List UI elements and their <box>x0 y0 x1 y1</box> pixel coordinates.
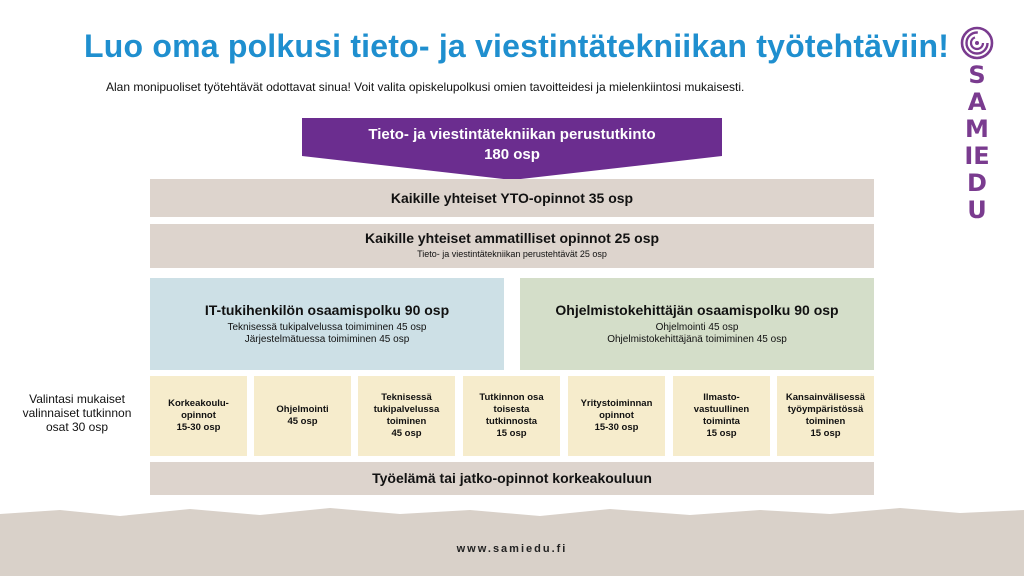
degree-credits: 180 osp <box>484 146 540 163</box>
elective-box: Tutkinnon osa toisesta tutkinnosta 15 osp <box>463 376 560 456</box>
elective-box: Kansainvälisessä työympäristössä toiminen 15 osp <box>777 376 874 456</box>
elective-box: Korkeakoulu- opinnot 15-30 osp <box>150 376 247 456</box>
common-studies-sub: Tieto- ja viestintätekniikan perustehtävät 25 osp <box>417 249 607 259</box>
footer-url[interactable]: www.samiedu.fi <box>456 543 568 555</box>
common-studies-bar <box>150 224 874 268</box>
elective-box: Yritystoiminnan opinnot 15-30 osp <box>568 376 665 456</box>
common-studies-label: Kaikille yhteiset ammatilliset opinnot 25 osp <box>364 230 660 246</box>
ground-decoration <box>0 500 1024 576</box>
electives-label: Valintasi mukaiset valinnaiset tutkinnon osat 30 osp <box>22 392 132 434</box>
yto-bar <box>150 179 874 217</box>
spiral-logo-icon <box>960 26 994 60</box>
page-title: Luo oma polkusi tieto- ja viestintätekniikan työtehtäviin! <box>84 28 950 64</box>
degree-title: Tieto- ja viestintätekniikan perustutkinto <box>368 126 656 143</box>
software-dev-path <box>520 278 874 370</box>
page-subtitle: Alan monipuoliset työtehtävät odottavat sinua! Voit valita opiskelupolkusi omien tavoitteidesi ja mielenkiintosi mukaisesti. <box>106 80 745 94</box>
it-support-path <box>150 278 504 370</box>
path-line: Ohjelmointi 45 osp <box>655 322 739 333</box>
degree-banner <box>302 118 722 180</box>
path-line: Järjestelmätuessa toimiminen 45 osp <box>244 334 410 345</box>
path-title: IT-tukihenkilön osaamispolku 90 osp <box>204 302 450 318</box>
path-line: Ohjelmistokehittäjänä toimiminen 45 osp <box>607 334 787 345</box>
path-line: Teknisessä tukipalvelussa toimiminen 45 osp <box>227 322 427 333</box>
elective-box: Ohjelmointi 45 osp <box>254 376 351 456</box>
yto-label: Kaikille yhteiset YTO-opinnot 35 osp <box>390 190 634 206</box>
elective-box: Ilmasto- vastuullinen toiminta 15 osp <box>673 376 770 456</box>
outcome-bar <box>150 462 874 495</box>
outcome-label: Työelämä tai jatko-opinnot korkeakouluun <box>372 470 652 486</box>
path-title: Ohjelmistokehittäjän osaamispolku 90 osp <box>555 302 839 318</box>
samiedu-logo-text: SAMIEDU <box>964 61 990 224</box>
elective-box: Teknisessä tukipalvelussa toiminen 45 osp <box>358 376 455 456</box>
